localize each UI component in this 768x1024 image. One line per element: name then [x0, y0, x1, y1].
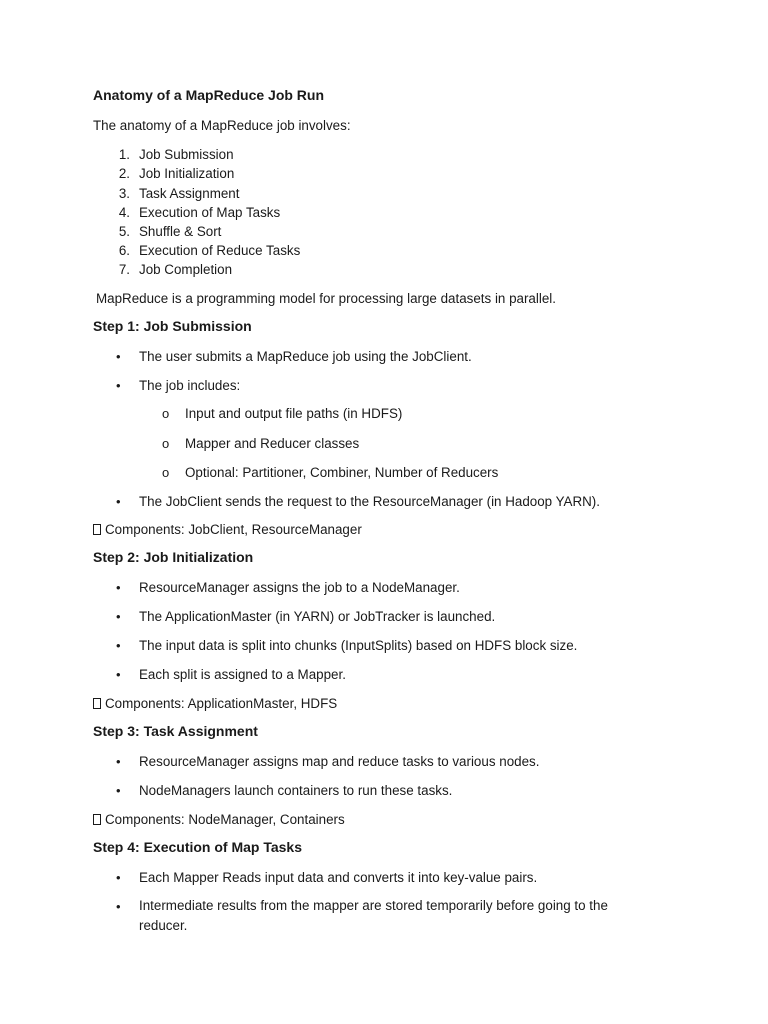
- list-number: 6.: [118, 243, 130, 258]
- list-item: Job Submission: [139, 147, 234, 162]
- bullet-glyph: •: [116, 899, 121, 914]
- list-item: Shuffle & Sort: [139, 224, 222, 239]
- step1-sub-bullet: Mapper and Reducer classes: [185, 436, 360, 451]
- bullet-glyph: •: [116, 667, 121, 682]
- definition-paragraph: MapReduce is a programming model for processing large datasets in parallel.: [96, 291, 556, 306]
- bullet-glyph: •: [116, 609, 121, 624]
- list-number: 2.: [118, 166, 130, 181]
- step3-heading: Step 3: Task Assignment: [93, 723, 258, 739]
- sub-bullet-glyph: o: [162, 465, 170, 480]
- bullet-glyph: •: [116, 349, 121, 364]
- bullet-glyph: •: [116, 783, 121, 798]
- bullet-glyph: •: [116, 378, 121, 393]
- step3-components: [93, 811, 345, 828]
- list-item: Execution of Reduce Tasks: [139, 243, 301, 258]
- list-number: 1.: [118, 147, 130, 162]
- bullet-glyph: •: [116, 754, 121, 769]
- list-number: 7.: [118, 262, 130, 277]
- step3-components-text: Components: NodeManager, Containers: [105, 812, 345, 827]
- sub-bullet-glyph: o: [162, 436, 170, 451]
- step4-heading: Step 4: Execution of Map Tasks: [93, 839, 303, 855]
- list-number: 3.: [118, 186, 130, 201]
- bullet-glyph: •: [116, 580, 121, 595]
- step1-bullet: The job includes:: [139, 378, 241, 393]
- step2-bullet: ResourceManager assigns the job to a NodeManager.: [139, 580, 460, 595]
- step4-bullet: Intermediate results from the mapper are stored temporarily before going to the reducer.: [139, 898, 608, 933]
- step2-components: [93, 695, 337, 712]
- step1-bullet: The user submits a MapReduce job using the JobClient.: [139, 349, 472, 364]
- step2-bullet: The input data is split into chunks (InputSplits) based on HDFS block size.: [139, 638, 578, 653]
- step2-bullet: Each split is assigned to a Mapper.: [139, 667, 346, 682]
- step2-heading: Step 2: Job Initialization: [93, 549, 254, 565]
- step2-bullet: The ApplicationMaster (in YARN) or JobTracker is launched.: [139, 609, 496, 624]
- step1-bullet: The JobClient sends the request to the ResourceManager (in Hadoop YARN).: [139, 494, 600, 509]
- step4-bullet: Each Mapper Reads input data and converts it into key-value pairs.: [139, 870, 538, 885]
- list-number: 4.: [118, 205, 130, 220]
- step2-components-text: Components: ApplicationMaster, HDFS: [105, 696, 338, 711]
- missing-glyph-icon: [93, 698, 101, 709]
- list-item: Job Completion: [139, 262, 233, 277]
- step1-components-text: Components: JobClient, ResourceManager: [105, 522, 362, 537]
- list-item: Execution of Map Tasks: [139, 205, 281, 220]
- step1-sub-bullet: Optional: Partitioner, Combiner, Number of Reducers: [185, 465, 499, 480]
- intro-paragraph: The anatomy of a MapReduce job involves:: [93, 118, 351, 133]
- bullet-glyph: •: [116, 494, 121, 509]
- step3-bullet: ResourceManager assigns map and reduce tasks to various nodes.: [139, 754, 540, 769]
- step1-heading: Step 1: Job Submission: [93, 318, 252, 334]
- missing-glyph-icon: [93, 524, 101, 535]
- sub-bullet-glyph: o: [162, 406, 170, 421]
- step1-sub-bullet: Input and output file paths (in HDFS): [185, 406, 403, 421]
- document-title: Anatomy of a MapReduce Job Run: [93, 87, 325, 103]
- list-item: Job Initialization: [139, 166, 235, 181]
- step1-components: [93, 521, 362, 538]
- list-number: 5.: [118, 224, 130, 239]
- bullet-glyph: •: [116, 870, 121, 885]
- list-item: Task Assignment: [139, 186, 240, 201]
- bullet-glyph: •: [116, 638, 121, 653]
- step3-bullet: NodeManagers launch containers to run these tasks.: [139, 783, 453, 798]
- missing-glyph-icon: [93, 814, 101, 825]
